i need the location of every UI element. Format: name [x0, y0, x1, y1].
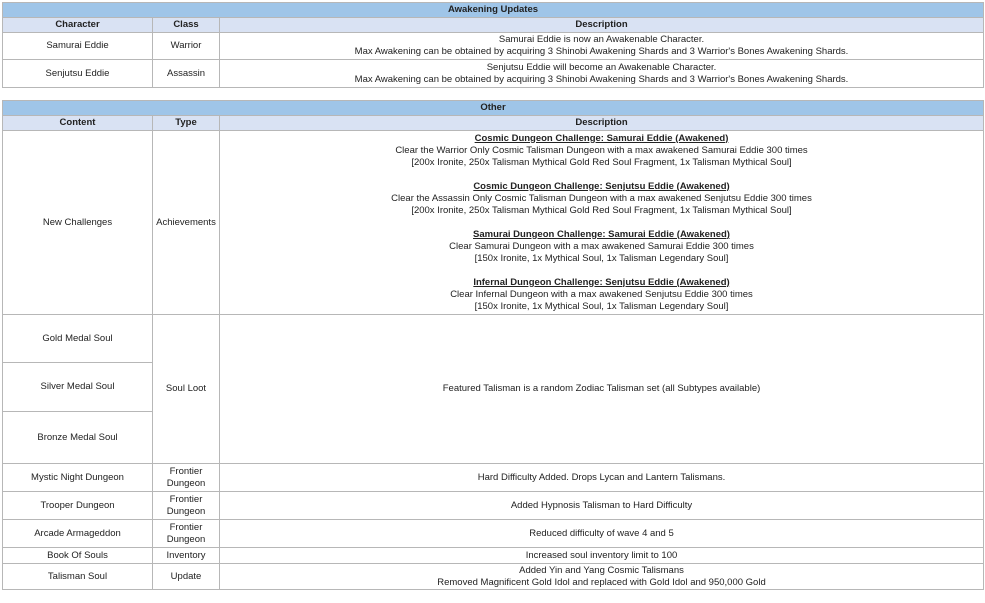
- description-cell: Featured Talisman is a random Zodiac Talisman set (all Subtypes available): [220, 315, 984, 464]
- character-cell: Samurai Eddie: [3, 33, 153, 60]
- challenge-desc: Clear Samurai Dungeon with a max awakened Samurai Eddie 300 times: [449, 240, 754, 252]
- header-description: Description: [220, 18, 984, 33]
- table-row: [3, 548, 984, 564]
- challenge-title: Infernal Dungeon Challenge: Senjutsu Eddie (Awakened): [473, 276, 730, 288]
- other-title-row: [3, 101, 984, 116]
- challenge-reward: [200x Ironite, 250x Talisman Mythical Gold Red Soul Fragment, 1x Talisman Mythical Soul]: [411, 204, 792, 216]
- class-cell: Assassin: [153, 60, 220, 88]
- challenge-desc: Clear Infernal Dungeon with a max awakened Senjutsu Eddie 300 times: [450, 288, 753, 300]
- header-character: Character: [3, 18, 153, 33]
- content-cell: Trooper Dungeon: [3, 492, 153, 520]
- challenges-row: [3, 131, 984, 315]
- description-line: Max Awakening can be obtained by acquiring 3 Shinobi Awakening Shards and 3 Warrior's Bones Awakening Shards.: [354, 73, 849, 85]
- content-cell: Bronze Medal Soul: [3, 412, 153, 464]
- type-cell: Frontier Dungeon: [153, 464, 220, 492]
- description-line: Samurai Eddie is now an Awakenable Character.: [498, 34, 705, 45]
- type-cell: Inventory: [153, 548, 220, 564]
- awakening-header-row: [3, 18, 984, 33]
- table-row: [3, 464, 984, 492]
- type-cell: Update: [153, 564, 220, 590]
- description-line: Max Awakening can be obtained by acquiring 3 Shinobi Awakening Shards and 3 Warrior's Bones Awakening Shards.: [354, 46, 849, 57]
- header-description: Description: [220, 116, 984, 131]
- table-row: [3, 564, 984, 590]
- line-spacer: [222, 217, 981, 229]
- type-cell: Soul Loot: [153, 315, 220, 464]
- header-type: Type: [153, 116, 220, 131]
- content-cell: Gold Medal Soul: [3, 315, 153, 363]
- challenge-reward: [150x Ironite, 1x Mythical Soul, 1x Talisman Legendary Soul]: [474, 252, 729, 264]
- table-row: [3, 315, 984, 363]
- description-cell: Reduced difficulty of wave 4 and 5: [220, 520, 984, 548]
- description-cell: [220, 60, 984, 88]
- challenge-title: Samurai Dungeon Challenge: Samurai Eddie (Awakened): [473, 228, 730, 240]
- table-row: [3, 520, 984, 548]
- spacer-cell: [3, 88, 984, 101]
- content-cell: Talisman Soul: [3, 564, 153, 590]
- challenges-description: [220, 131, 984, 315]
- challenge-reward: [150x Ironite, 1x Mythical Soul, 1x Talisman Legendary Soul]: [474, 300, 729, 312]
- description-line: Added Yin and Yang Cosmic Talismans: [519, 564, 684, 576]
- table-row: [3, 492, 984, 520]
- description-cell: [220, 564, 984, 590]
- description-cell: Increased soul inventory limit to 100: [220, 548, 984, 564]
- challenge-desc: Clear the Warrior Only Cosmic Talisman Dungeon with a max awakened Samurai Eddie 300 times: [395, 144, 808, 156]
- content-cell: New Challenges: [3, 131, 153, 315]
- challenge-title: Cosmic Dungeon Challenge: Senjutsu Eddie (Awakened): [473, 180, 730, 192]
- description-line: Removed Magnificent Gold Idol and replaced with Gold Idol and 950,000 Gold: [437, 576, 766, 588]
- update-table: [2, 2, 984, 590]
- header-content: Content: [3, 116, 153, 131]
- table-row: [3, 33, 984, 60]
- description-cell: [220, 33, 984, 60]
- content-cell: Arcade Armageddon: [3, 520, 153, 548]
- line-spacer: [222, 169, 981, 181]
- other-title: Other: [3, 101, 984, 116]
- header-class: Class: [153, 18, 220, 33]
- type-cell: Achievements: [153, 131, 220, 315]
- challenge-title: Cosmic Dungeon Challenge: Samurai Eddie (Awakened): [474, 132, 729, 144]
- class-cell: Warrior: [153, 33, 220, 60]
- description-cell: Hard Difficulty Added. Drops Lycan and Lantern Talismans.: [220, 464, 984, 492]
- type-cell: Frontier Dungeon: [153, 520, 220, 548]
- challenge-reward: [200x Ironite, 250x Talisman Mythical Gold Red Soul Fragment, 1x Talisman Mythical Soul]: [411, 156, 792, 168]
- spreadsheet: [2, 2, 983, 590]
- type-cell: Frontier Dungeon: [153, 492, 220, 520]
- awakening-title: Awakening Updates: [3, 3, 984, 18]
- description-cell: Added Hypnosis Talisman to Hard Difficulty: [220, 492, 984, 520]
- content-cell: Book Of Souls: [3, 548, 153, 564]
- spacer-row: [3, 88, 984, 101]
- table-row: [3, 60, 984, 88]
- content-cell: Silver Medal Soul: [3, 363, 153, 412]
- content-cell: Mystic Night Dungeon: [3, 464, 153, 492]
- character-cell: Senjutsu Eddie: [3, 60, 153, 88]
- awakening-title-row: [3, 3, 984, 18]
- line-spacer: [222, 265, 981, 277]
- other-header-row: [3, 116, 984, 131]
- description-line: Senjutsu Eddie will become an Awakenable Character.: [486, 61, 717, 73]
- challenge-desc: Clear the Assassin Only Cosmic Talisman Dungeon with a max awakened Senjutsu Eddie 300 times: [391, 192, 812, 204]
